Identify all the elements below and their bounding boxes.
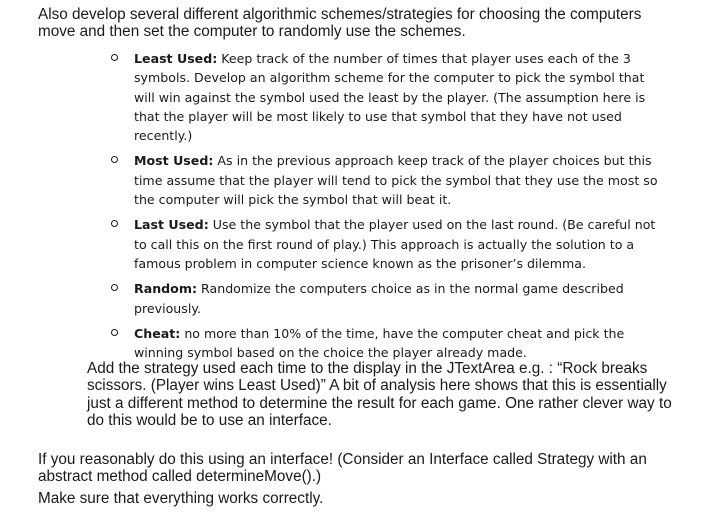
bullet-circle-icon bbox=[111, 54, 118, 61]
add-strategy-paragraph: Add the strategy used each time to the display in the JTextArea e.g. : “Rock breaks scissors. (Player wins Least Used)” A bit of analysis here shows that this is essentially just a different method to determine the result for each game. One rather clever way to do this would be to use an interface. bbox=[87, 360, 672, 430]
list-item bbox=[0, 151, 669, 209]
strategy-name: Least Used: bbox=[134, 51, 218, 66]
bullet-circle-icon bbox=[111, 284, 118, 291]
strategy-name: Random: bbox=[134, 281, 197, 297]
bullet-circle-icon bbox=[111, 329, 118, 336]
strategy-name: Most Used: bbox=[134, 153, 214, 169]
strategy-description: Randomize the computers choice as in the normal game described previously. bbox=[134, 281, 624, 316]
strategy-description: Keep track of the number of times that player uses each of the 3 symbols. Develop an algorithm scheme for the computer to pick the symbol that will win against the symbol used the least by the player. (The assumption here is that the player will be most likely to use that symbol that they have not used recently.) bbox=[134, 51, 646, 144]
bullet-circle-icon bbox=[111, 220, 118, 227]
strategy-description: Use the symbol that the player used on the last round. (Be careful not to call this on the first round of play.) This approach is actually the solution to a famous problem in computer science known as the prisoner’s dilemma. bbox=[134, 217, 656, 271]
list-item bbox=[0, 279, 669, 318]
list-item bbox=[0, 324, 669, 363]
bullet-circle-icon bbox=[111, 156, 118, 163]
strategy-name: Cheat: bbox=[134, 325, 181, 341]
strategy-description: no more than 10% of the time, have the computer cheat and pick the winning symbol based on the choice the player already made. bbox=[134, 325, 625, 361]
final-paragraph: Make sure that everything works correctly. bbox=[38, 490, 324, 507]
list-item bbox=[0, 49, 669, 145]
strategy-name: Last Used: bbox=[134, 217, 209, 233]
interface-paragraph: If you reasonably do this using an interface! (Consider an Interface called Strategy with an abstract method called determineMove().) bbox=[38, 451, 647, 486]
strategy-list bbox=[0, 49, 704, 368]
intro-paragraph: Also develop several different algorithmic schemes/strategies for choosing the computers move and then set the computer to randomly use the schemes. bbox=[38, 6, 642, 41]
strategy-description: As in the previous approach keep track of the player choices but this time assume that the player will tend to pick the symbol that they use the most so the computer will pick the symbol that will beat it. bbox=[134, 153, 658, 208]
list-item bbox=[0, 215, 669, 273]
